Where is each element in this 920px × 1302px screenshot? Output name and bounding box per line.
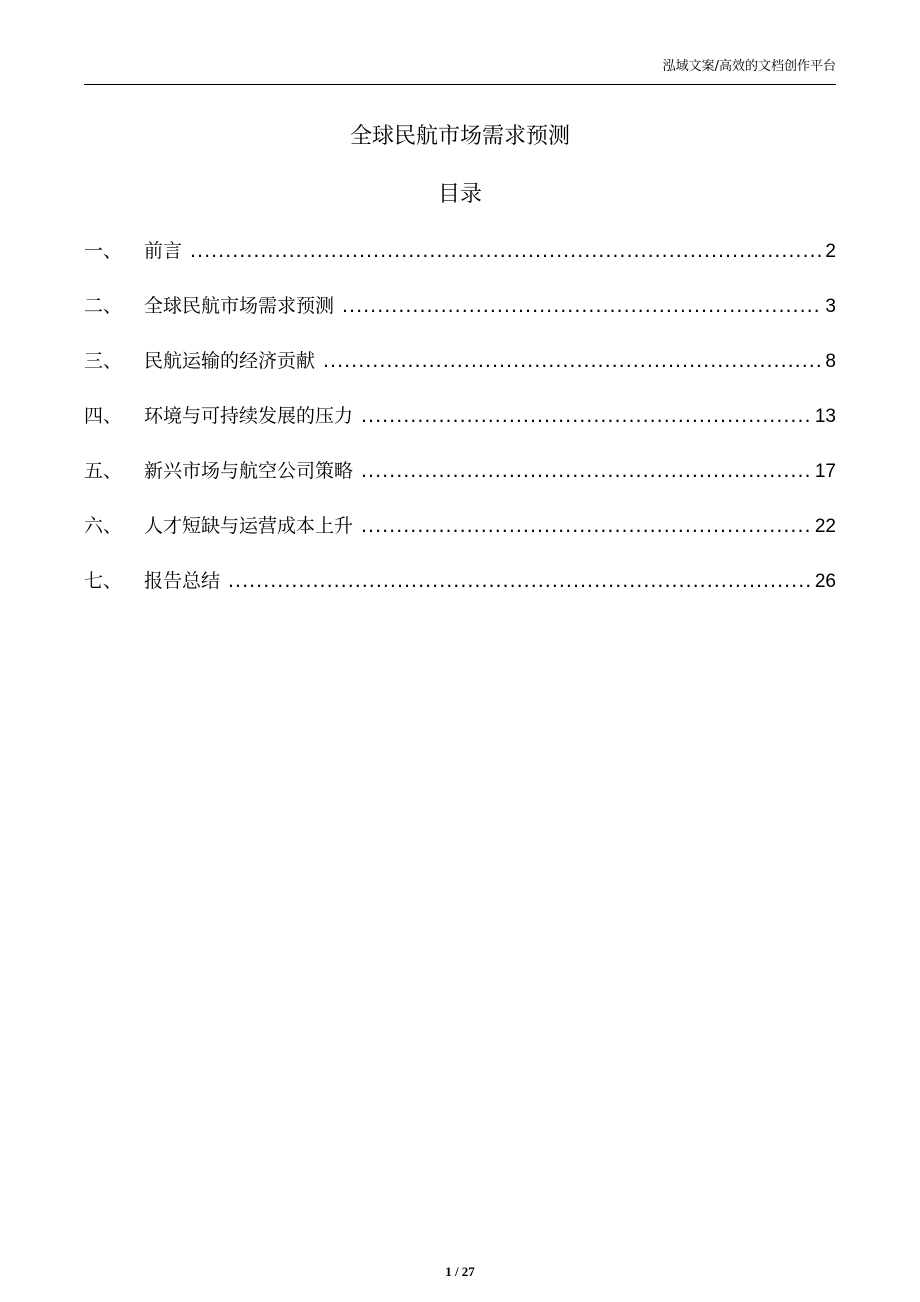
toc-entry-talent-costs[interactable] [84,507,836,562]
toc-entry-label: 全球民航市场需求预测 [144,295,335,317]
toc-entry-summary[interactable] [84,562,836,617]
toc-entry-preface[interactable] [84,232,836,287]
document-title: 全球民航市场需求预测 [349,124,570,149]
toc-entry-label: 人才短缺与运营成本上升 [144,515,354,537]
toc-entry-page: 2 [825,241,836,262]
toc-dot-leader [361,507,811,545]
toc-entry-sustainability[interactable] [84,397,836,452]
page-number-indicator: 1 / 27 [445,1264,475,1279]
toc-dot-leader [342,287,821,325]
toc-entry-number: 七、 [84,570,123,592]
toc-entry-page: 8 [825,351,836,372]
toc-entry-emerging-markets[interactable] [84,452,836,507]
toc-dot-leader [228,562,811,600]
toc-entry-page: 26 [814,571,836,592]
toc-entry-number: 六、 [84,515,123,537]
toc-entry-label: 前言 [144,240,183,262]
toc-entry-number: 三、 [84,350,123,372]
table-of-contents [84,232,836,617]
toc-dot-leader [323,342,821,380]
toc-entry-label: 环境与可持续发展的压力 [144,405,354,427]
toc-entry-page: 13 [814,406,836,427]
toc-entry-label: 新兴市场与航空公司策略 [144,460,354,482]
toc-entry-economic-contribution[interactable] [84,342,836,397]
toc-heading: 目录 [437,182,482,207]
toc-entry-page: 22 [814,516,836,537]
toc-entry-number: 五、 [84,460,123,482]
toc-entry-demand-forecast[interactable] [84,287,836,342]
header-divider [84,84,836,85]
page-header-text: 泓域文案/高效的文档创作平台 [662,59,836,74]
toc-entry-page: 17 [814,461,836,482]
toc-entry-number: 二、 [84,295,123,317]
toc-entry-label: 民航运输的经济贡献 [144,350,316,372]
toc-entry-number: 四、 [84,405,123,427]
toc-entry-number: 一、 [84,240,123,262]
toc-dot-leader [190,232,821,270]
toc-dot-leader [361,452,811,490]
toc-entry-label: 报告总结 [144,570,221,592]
toc-dot-leader [361,397,811,435]
toc-entry-page: 3 [825,296,836,317]
